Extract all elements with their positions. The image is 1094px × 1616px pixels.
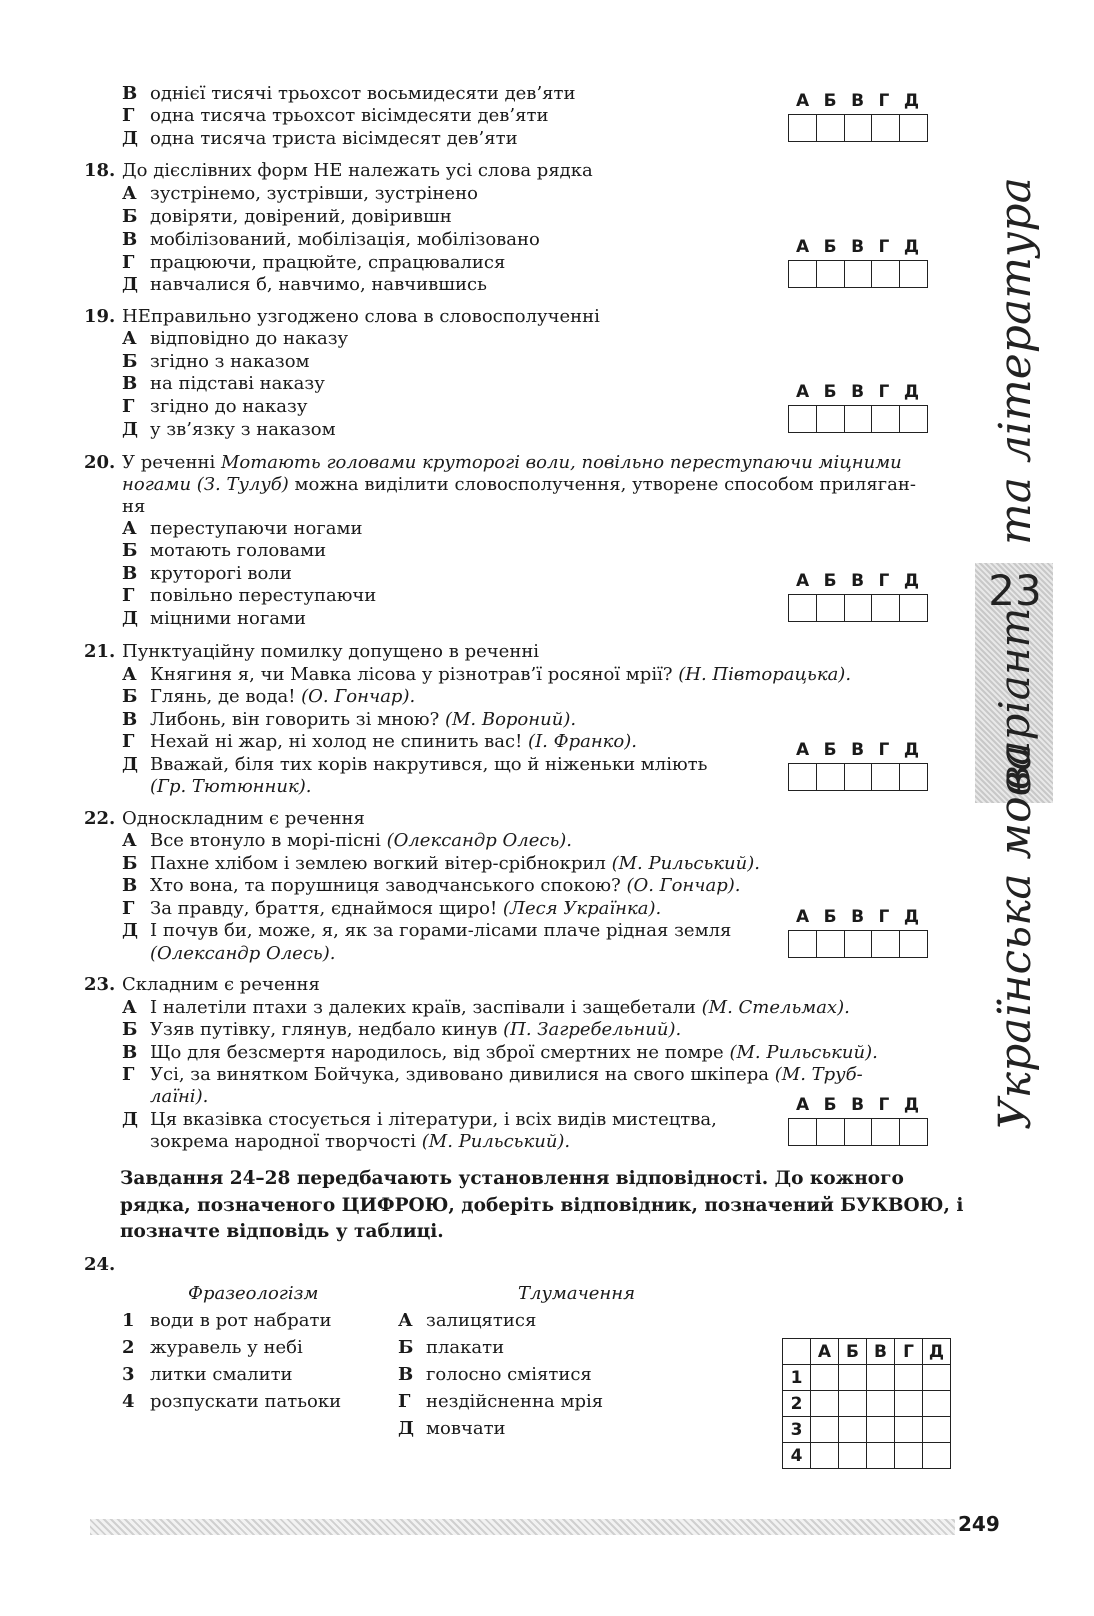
question-text-line-1: У реченні Мотають головами круторогі воли, повільно переступаючи міцними [122, 452, 902, 473]
option-text: Пахне хлібом і землею вогкий вітер-срібнокрил (М. Рильський). [150, 853, 760, 874]
option-letter: Д [122, 128, 139, 149]
answer-box-q23[interactable] [788, 1094, 928, 1146]
grid-cell[interactable] [867, 1365, 895, 1391]
answer-box-q18[interactable] [788, 236, 928, 288]
grid-cell[interactable] [839, 1365, 867, 1391]
option-letter: Б [122, 686, 138, 707]
item-text: литки смалити [150, 1364, 293, 1385]
option-letter: Г [122, 898, 135, 919]
item-number: 2 [122, 1337, 135, 1358]
question-text-line-3: ня [122, 496, 146, 517]
option-text: Хто вона, та порушниця заводчанського спокою? (О. Гончар). [150, 875, 741, 896]
answer-cells[interactable] [788, 763, 928, 791]
option-letter: Г [122, 1064, 135, 1085]
grid-cell[interactable] [895, 1365, 923, 1391]
sidebar-variant-label: варіант [990, 607, 1039, 790]
option-text-cont: лаїні). [150, 1086, 209, 1107]
grid-row[interactable] [783, 1391, 951, 1417]
option-text: одна тисяча триста вісімдесят дев’яти [150, 128, 518, 149]
option-text: навчалися б, навчимо, навчившись [150, 274, 487, 295]
instructions-line-2: рядка, позначеного ЦИФРОЮ, доберіть відповідник, позначений БУКВОЮ, і [120, 1195, 964, 1216]
answer-cells[interactable] [788, 594, 928, 622]
option-letter: Г [122, 731, 135, 752]
answer-header: А Б В Г Д [796, 907, 920, 927]
option-text: залицятися [426, 1310, 537, 1331]
grid-cell[interactable] [923, 1417, 951, 1443]
matching-answer-grid[interactable] [782, 1338, 951, 1469]
option-letter: Б [122, 351, 138, 372]
option-letter: В [122, 1042, 138, 1063]
option-text: голосно сміятися [426, 1364, 592, 1385]
question-number: 18. [84, 160, 116, 181]
grid-cell[interactable] [867, 1391, 895, 1417]
option-text: мобілізований, мобілізація, мобілізовано [150, 229, 540, 250]
option-text: Глянь, де вода! (О. Гончар). [150, 686, 416, 707]
option-letter: В [122, 875, 138, 896]
grid-cell[interactable] [839, 1391, 867, 1417]
grid-cell[interactable] [895, 1443, 923, 1469]
question-text: Пунктуаційну помилку допущено в реченні [122, 641, 540, 662]
question-number: 22. [84, 808, 116, 829]
instructions-line-3: позначте відповідь у таблиці. [120, 1221, 444, 1242]
grid-cell[interactable] [923, 1391, 951, 1417]
option-letter: А [122, 183, 137, 204]
option-letter: Б [122, 1019, 138, 1040]
option-text: Вважай, біля тих корів накрутився, що й ніженьки мліють [150, 754, 708, 775]
grid-cell[interactable] [867, 1417, 895, 1443]
answer-header: А Б В Г Д [796, 740, 920, 760]
option-text: Все втонуло в морі-пісні (Олександр Олесь). [150, 830, 573, 851]
option-letter: Д [122, 274, 139, 295]
answer-header: А Б В Г Д [796, 571, 920, 591]
option-text: плакати [426, 1337, 505, 1358]
option-letter: Г [122, 105, 135, 126]
sidebar-subject-top: та література [990, 177, 1041, 545]
option-letter: Д [122, 920, 139, 941]
option-text: міцними ногами [150, 608, 307, 629]
question-text: Складним є речення [122, 974, 320, 995]
option-letter: Б [122, 853, 138, 874]
option-letter: А [398, 1310, 413, 1331]
answer-header: А Б В Г Д [796, 237, 920, 257]
option-text: переступаючи ногами [150, 518, 363, 539]
sidebar-variant-number: 23 [988, 566, 1042, 615]
sidebar-subject-bottom: Українська мова [990, 744, 1041, 1130]
option-text: нездійсненна мрія [426, 1391, 604, 1412]
grid-col-header: Г [895, 1339, 923, 1365]
grid-col-header: А [811, 1339, 839, 1365]
option-letter: В [122, 709, 138, 730]
option-text: працюючи, працюйте, спрацювалися [150, 252, 506, 273]
answer-box-q22[interactable] [788, 906, 928, 958]
grid-col-header: Д [923, 1339, 951, 1365]
option-letter: А [122, 518, 137, 539]
question-text: НЕправильно узгоджено слова в словосполученні [122, 306, 600, 327]
option-letter: Б [122, 540, 138, 561]
option-text: на підставі наказу [150, 373, 325, 394]
option-letter: Д [122, 419, 139, 440]
option-text: одна тисяча трьохсот вісімдесяти дев’яти [150, 105, 549, 126]
answer-cells[interactable] [788, 260, 928, 288]
option-letter: В [122, 83, 138, 104]
grid-cell[interactable] [923, 1443, 951, 1469]
option-letter: Д [398, 1418, 415, 1439]
option-text: мовчати [426, 1418, 506, 1439]
option-letter: В [398, 1364, 414, 1385]
option-text: Ця вказівка стосується і літератури, і всіх видів мистецтва, [150, 1109, 717, 1130]
option-text-cont: (Гр. Тютюнник). [150, 776, 312, 797]
option-letter: Г [398, 1391, 411, 1412]
grid-corner [783, 1339, 811, 1365]
option-letter: Д [122, 1109, 139, 1130]
grid-cell[interactable] [895, 1417, 923, 1443]
answer-header: А Б В Г Д [796, 91, 920, 111]
option-text: Усі, за винятком Бойчука, здивовано дивилися на свого шкіпера (М. Труб- [150, 1064, 863, 1085]
option-text-cont: (Олександр Олесь). [150, 943, 336, 964]
item-number: 4 [122, 1391, 135, 1412]
answer-header: А Б В Г Д [796, 1095, 920, 1115]
footer-band [90, 1519, 955, 1535]
grid-cell[interactable] [811, 1391, 839, 1417]
grid-cell[interactable] [867, 1443, 895, 1469]
option-letter: В [122, 563, 138, 584]
option-text: довіряти, довірений, довірившн [150, 206, 452, 227]
grid-row-header: 2 [783, 1391, 811, 1417]
item-text: води в рот набрати [150, 1310, 332, 1331]
option-letter: А [122, 664, 137, 685]
option-letter: В [122, 229, 138, 250]
item-text: розпускати патьоки [150, 1391, 342, 1412]
option-text: зустрінемо, зустрівши, зустрінено [150, 183, 478, 204]
grid-row[interactable] [783, 1417, 951, 1443]
item-text: журавель у небі [150, 1337, 303, 1358]
option-text: Що для безсмертя народилось, від зброї смертних не помре (М. Рильський). [150, 1042, 878, 1063]
option-letter: Б [398, 1337, 414, 1358]
instructions-line-1: Завдання 24–28 передбачають установлення відповідності. До кожного [120, 1168, 904, 1189]
option-text: мотають головами [150, 540, 327, 561]
grid-cell[interactable] [811, 1417, 839, 1443]
option-text: І налетіли птахи з далеких країв, заспівали і защебетали (М. Стельмах). [150, 997, 850, 1018]
grid-row[interactable] [783, 1443, 951, 1469]
answer-box-q20[interactable] [788, 570, 928, 622]
answer-box-q21[interactable] [788, 739, 928, 791]
option-letter: А [122, 328, 137, 349]
option-letter: Г [122, 252, 135, 273]
grid-row[interactable] [783, 1365, 951, 1391]
option-text: у зв’язку з наказом [150, 419, 336, 440]
answer-header: А Б В Г Д [796, 382, 920, 402]
answer-cells[interactable] [788, 405, 928, 433]
answer-cells[interactable] [788, 114, 928, 142]
option-text: Княгиня я, чи Мавка лісова у різнотрав’ї росяної мрії? (Н. Півторацька). [150, 664, 852, 685]
answer-cells[interactable] [788, 930, 928, 958]
option-text: згідно з наказом [150, 351, 310, 372]
option-text: повільно переступаючи [150, 585, 377, 606]
option-text: Узяв путівку, глянув, недбало кинув (П. Загребельний). [150, 1019, 682, 1040]
option-letter: В [122, 373, 138, 394]
question-text-line-2: ногами (З. Тулуб) можна виділити словосполучення, утворене способом приляган- [122, 474, 916, 495]
option-text: Либонь, він говорить зі мною? (М. Вороний). [150, 709, 577, 730]
option-text: однієї тисячі трьохсот восьмидесяти дев’яти [150, 83, 576, 104]
option-letter: А [122, 997, 137, 1018]
page-number: 249 [958, 1512, 1000, 1536]
item-number: 1 [122, 1310, 135, 1331]
option-text: згідно до наказу [150, 396, 308, 417]
column-header-phraseologism: Фразеологізм [188, 1283, 319, 1304]
grid-col-header: Б [839, 1339, 867, 1365]
grid-cell[interactable] [839, 1417, 867, 1443]
option-text: Нехай ні жар, ні холод не спинить вас! (І. Франко). [150, 731, 638, 752]
column-header-interpretation: Тлумачення [518, 1283, 636, 1304]
grid-row-header: 4 [783, 1443, 811, 1469]
question-number: 20. [84, 452, 116, 473]
grid-row-header: 3 [783, 1417, 811, 1443]
item-number: 3 [122, 1364, 135, 1385]
grid-row-header: 1 [783, 1365, 811, 1391]
option-letter: Г [122, 396, 135, 417]
option-text: відповідно до наказу [150, 328, 349, 349]
question-number: 23. [84, 974, 116, 995]
question-text: До дієслівних форм НЕ належать усі слова рядка [122, 160, 593, 181]
question-text: Односкладним є речення [122, 808, 365, 829]
option-letter: Б [122, 206, 138, 227]
answer-box-q19[interactable] [788, 381, 928, 433]
option-text: За правду, браття, єднаймося щиро! (Леся Українка). [150, 898, 662, 919]
option-letter: А [122, 830, 137, 851]
grid-header-row [783, 1339, 951, 1365]
option-text-cont: зокрема народної творчості (М. Рильський). [150, 1131, 571, 1152]
option-text: круторогі воли [150, 563, 292, 584]
grid-cell[interactable] [923, 1365, 951, 1391]
option-text: І почув би, може, я, як за горами-лісами плаче рідная земля [150, 920, 732, 941]
grid-cell[interactable] [811, 1365, 839, 1391]
grid-cell[interactable] [839, 1443, 867, 1469]
answer-box-q17[interactable] [788, 90, 928, 142]
grid-cell[interactable] [895, 1391, 923, 1417]
question-number: 19. [84, 306, 116, 327]
grid-cell[interactable] [811, 1443, 839, 1469]
question-number: 24. [84, 1254, 116, 1275]
answer-cells[interactable] [788, 1118, 928, 1146]
option-letter: Д [122, 754, 139, 775]
option-letter: Д [122, 608, 139, 629]
option-letter: Г [122, 585, 135, 606]
question-number: 21. [84, 641, 116, 662]
grid-col-header: В [867, 1339, 895, 1365]
